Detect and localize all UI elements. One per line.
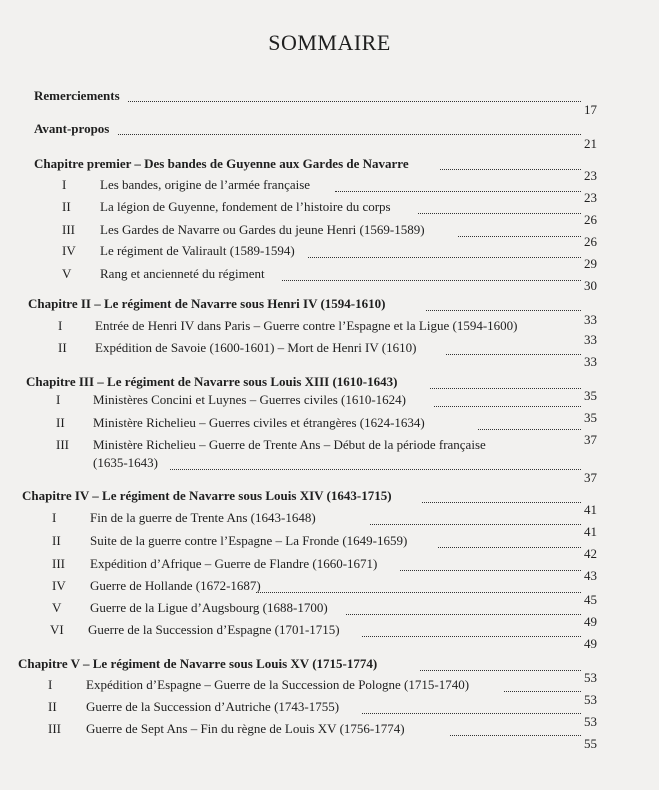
toc-section: I [56, 392, 61, 407]
page-number: 41 [584, 502, 597, 517]
page-number: 53 [584, 714, 597, 729]
leader-dots [418, 213, 581, 214]
page-number: 53 [584, 692, 597, 707]
toc-section: II [58, 340, 67, 355]
toc-section-label: Guerre de la Ligue d’Augsbourg (1688-1700) [90, 600, 328, 615]
toc-section: VI [50, 622, 64, 637]
page-number: 49 [584, 636, 597, 651]
page-number: 26 [584, 234, 597, 249]
toc-section: III [48, 721, 61, 736]
page-number: 37 [584, 470, 597, 485]
leader-dots [346, 614, 581, 615]
toc-section: I [48, 677, 53, 692]
leader-dots [420, 670, 581, 671]
toc-section: I [58, 318, 63, 333]
page-number: 37 [584, 432, 597, 447]
toc-entry-avant-propos [34, 121, 109, 137]
toc-section-label: Ministère Richelieu – Guerre de Trente Ans – Début de la période française [93, 437, 486, 452]
toc-section: V [52, 600, 62, 615]
leader-dots [450, 735, 581, 736]
section-number: I [62, 177, 67, 192]
page-title: SOMMAIRE [268, 30, 391, 55]
leader-dots [422, 502, 581, 503]
leader-dots [478, 429, 581, 430]
page-number: 21 [584, 136, 597, 151]
toc-section: II [52, 533, 61, 548]
leader-dots [430, 388, 581, 389]
leader-dots [282, 280, 581, 281]
toc-section-label-continued: (1635-1643) [93, 455, 158, 470]
toc-section-label: Les Gardes de Navarre ou Gardes du jeune Henri (1569-1589) [100, 222, 425, 237]
leader-dots [504, 691, 581, 692]
toc-section: IV [62, 243, 76, 258]
leader-dots [128, 101, 581, 102]
toc-section: I [52, 510, 57, 525]
page-number: 33 [584, 312, 597, 327]
toc-entry-remerciements [34, 88, 120, 104]
leader-dots [458, 236, 581, 237]
page-number: 17 [584, 102, 597, 117]
toc-section: II [62, 199, 71, 214]
toc-section: II [48, 699, 57, 714]
toc-chapter-4: Chapitre IV – Le régiment de Navarre sous Louis XIV (1643-1715) [22, 488, 392, 503]
page-number: 23 [584, 190, 597, 205]
leader-dots [400, 570, 581, 571]
page-number: 55 [584, 736, 597, 751]
page-number: 33 [584, 332, 597, 347]
leader-dots [438, 547, 581, 548]
page-number: 42 [584, 546, 597, 561]
page-number: 35 [584, 410, 597, 425]
toc-section-label: Suite de la guerre contre l’Espagne – La Fronde (1649-1659) [90, 533, 408, 548]
toc-section-label: Guerre de la Succession d’Autriche (1743-1755) [86, 699, 340, 714]
page-number: 35 [584, 388, 597, 403]
page-number: 30 [584, 278, 597, 293]
toc-section-label: Expédition d’Afrique – Guerre de Flandre (1660-1671) [90, 556, 378, 571]
toc-section: III [56, 437, 69, 452]
page-number: 49 [584, 614, 597, 629]
leader-dots [118, 134, 581, 135]
page-number: 45 [584, 592, 597, 607]
page-number: 29 [584, 256, 597, 271]
toc-section-label: Guerre de Sept Ans – Fin du règne de Louis XV (1756-1774) [86, 721, 405, 736]
toc-section-label: La légion de Guyenne, fondement de l’histoire du corps [100, 199, 391, 214]
leader-dots [362, 636, 581, 637]
page-number: 26 [584, 212, 597, 227]
entry-label: Avant-propos [34, 121, 110, 136]
page-number: 23 [584, 168, 597, 183]
entry-label: Remerciements [34, 88, 120, 103]
leader-dots [426, 310, 581, 311]
toc-chapter-1 [34, 156, 409, 172]
leader-dots [434, 406, 581, 407]
toc-section-label: Guerre de la Succession d’Espagne (1701-1715) [88, 622, 340, 637]
toc-section: II [56, 415, 65, 430]
toc-section: IV [52, 578, 66, 593]
toc-section: III [62, 222, 75, 237]
page-number: 33 [584, 354, 597, 369]
leader-dots [362, 713, 581, 714]
toc-section-label: Ministères Concini et Luynes – Guerres civiles (1610-1624) [93, 392, 407, 407]
toc-chapter-3: Chapitre III – Le régiment de Navarre sous Louis XIII (1610-1643) [26, 374, 398, 389]
toc-section-label: Guerre de Hollande (1672-1687) [90, 578, 261, 593]
page-number: 41 [584, 524, 597, 539]
toc-section [62, 177, 66, 193]
leader-dots [335, 191, 581, 192]
leader-dots [370, 524, 581, 525]
toc-section-label: Rang et ancienneté du régiment [100, 266, 265, 281]
leader-dots [256, 592, 581, 593]
toc-section: V [62, 266, 72, 281]
leader-dots [308, 257, 581, 258]
page-number: 43 [584, 568, 597, 583]
toc-section: III [52, 556, 65, 571]
toc-chapter-2: Chapitre II – Le régiment de Navarre sous Henri IV (1594-1610) [28, 296, 386, 311]
toc-section-label: Expédition de Savoie (1600-1601) – Mort de Henri IV (1610) [95, 340, 417, 355]
toc-section-label: Ministère Richelieu – Guerres civiles et étrangères (1624-1634) [93, 415, 425, 430]
entry-label: Chapitre premier – Des bandes de Guyenne aux Gardes de Navarre [34, 156, 409, 171]
toc-section-label: Fin de la guerre de Trente Ans (1643-1648) [90, 510, 316, 525]
leader-dots [446, 354, 581, 355]
leader-dots [440, 169, 581, 170]
toc-chapter-5: Chapitre V – Le régiment de Navarre sous Louis XV (1715-1774) [18, 656, 378, 671]
leader-dots [170, 469, 581, 470]
toc-section-label: Expédition d’Espagne – Guerre de la Succession de Pologne (1715-1740) [86, 677, 470, 692]
toc-section-label: Les bandes, origine de l’armée française [100, 177, 311, 192]
page-number: 53 [584, 670, 597, 685]
toc-section-label: Entrée de Henri IV dans Paris – Guerre contre l’Espagne et la Ligue (1594-1600) [95, 318, 518, 333]
toc-section-label: Le régiment de Valirault (1589-1594) [100, 243, 295, 258]
